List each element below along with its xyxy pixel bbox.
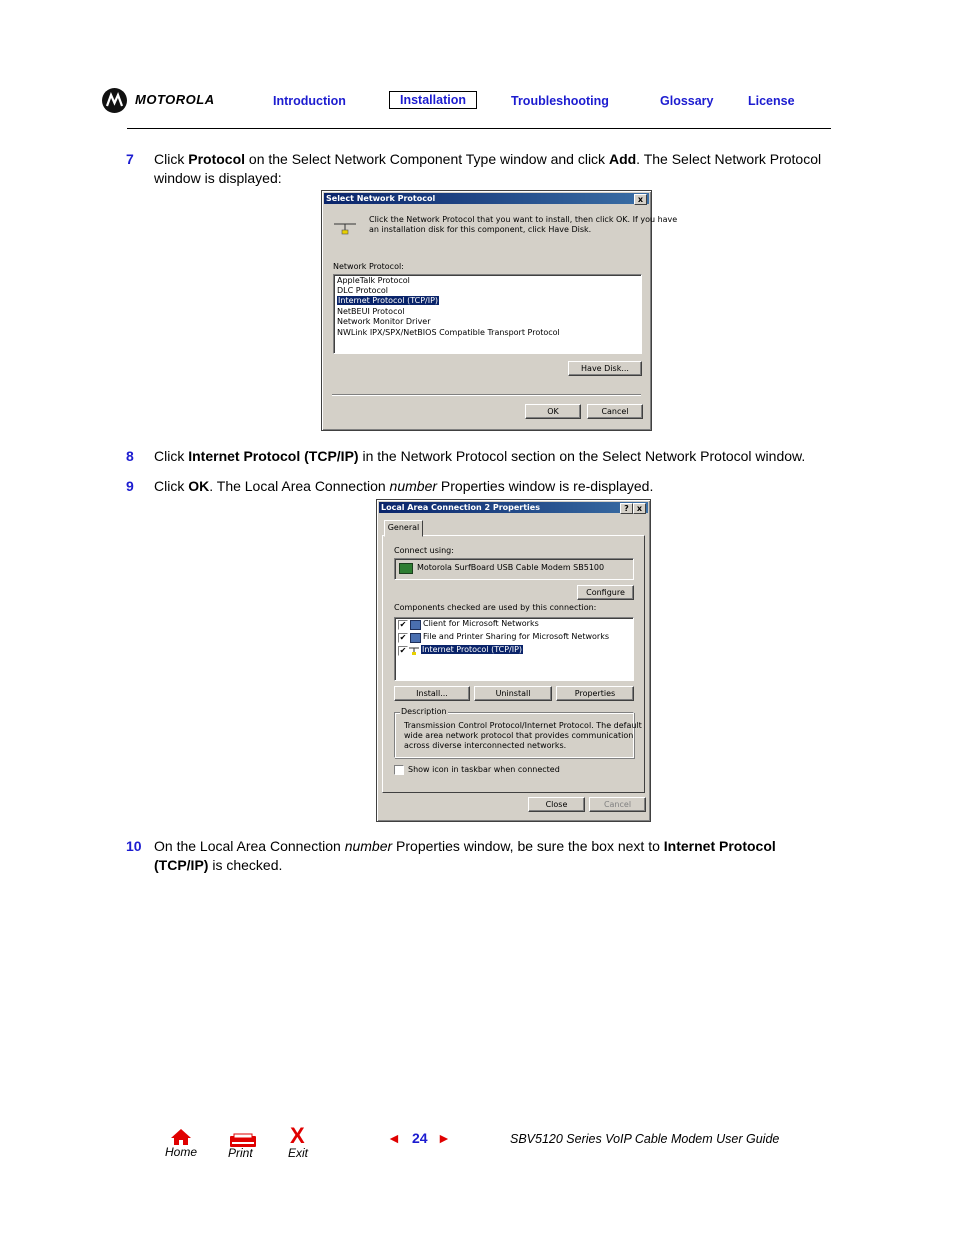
ok-button[interactable]: OK xyxy=(525,404,581,419)
uninstall-button[interactable]: Uninstall xyxy=(474,686,552,701)
list-item[interactable]: Network Monitor Driver xyxy=(337,317,431,326)
motorola-logo-icon xyxy=(102,88,127,113)
list-item[interactable]: NWLink IPX/SPX/NetBIOS Compatible Transport Protocol xyxy=(337,328,560,337)
description-line: across diverse interconnected networks. xyxy=(404,741,567,750)
step-number: 7 xyxy=(126,151,134,167)
home-label[interactable]: Home xyxy=(165,1145,198,1159)
brand-name: MOTOROLA xyxy=(135,92,215,107)
local-area-connection-properties-dialog xyxy=(376,499,651,822)
previous-page-icon[interactable]: ◄ xyxy=(387,1130,401,1146)
adapter-name: Motorola SurfBoard USB Cable Modem SB5100 xyxy=(417,563,605,572)
protocol-list-label: Network Protocol: xyxy=(333,262,404,271)
protocol-icon xyxy=(409,645,419,655)
close-icon[interactable]: x xyxy=(633,503,646,514)
nav-glossary[interactable]: Glossary xyxy=(660,94,714,108)
page-number: 24 xyxy=(412,1130,428,1146)
nav-introduction[interactable]: Introduction xyxy=(273,94,346,108)
properties-button[interactable]: Properties xyxy=(556,686,634,701)
exit-icon[interactable]: X xyxy=(290,1123,305,1148)
component-item[interactable]: Client for Microsoft Networks xyxy=(423,619,539,628)
component-checkbox[interactable]: ✔ xyxy=(399,620,407,629)
step-8-text: Click Internet Protocol (TCP/IP) in the Network Protocol section on the Select Network Protocol window. xyxy=(154,448,806,464)
adapter-field xyxy=(394,558,634,580)
nav-installation[interactable]: Installation xyxy=(389,91,477,109)
guide-title: SBV5120 Series VoIP Cable Modem User Guide xyxy=(510,1132,780,1146)
component-checkbox[interactable]: ✔ xyxy=(399,633,407,642)
dialog-separator xyxy=(332,394,641,396)
network-adapter-icon xyxy=(399,563,413,574)
network-cable-icon xyxy=(332,216,358,238)
nav-troubleshooting[interactable]: Troubleshooting xyxy=(511,94,609,108)
nav-license[interactable]: License xyxy=(748,94,795,108)
step-number: 9 xyxy=(126,478,134,494)
dialog-title: Local Area Connection 2 Properties xyxy=(379,502,648,513)
install-button[interactable]: Install... xyxy=(394,686,470,701)
cancel-button: Cancel xyxy=(589,797,646,812)
print-label[interactable]: Print xyxy=(228,1146,253,1160)
client-icon xyxy=(410,620,421,630)
step-7-text: Click Protocol on the Select Network Component Type window and click Add. The Select Network Protocol window is displayed: xyxy=(154,151,822,186)
have-disk-button[interactable]: Have Disk... xyxy=(568,361,642,376)
list-item[interactable]: DLC Protocol xyxy=(337,286,388,295)
step-number: 10 xyxy=(126,838,142,854)
step-10-text: On the Local Area Connection number Properties window, be sure the box next to Internet Protocol (TCP/IP) is checked. xyxy=(154,838,776,873)
next-page-icon[interactable]: ► xyxy=(437,1130,451,1146)
component-item[interactable]: File and Printer Sharing for Microsoft Networks xyxy=(423,632,609,641)
header-divider xyxy=(127,128,831,129)
components-list[interactable] xyxy=(394,617,634,681)
close-icon[interactable]: x xyxy=(634,194,647,205)
step-number: 8 xyxy=(126,448,134,464)
list-item-selected[interactable]: Internet Protocol (TCP/IP) xyxy=(338,296,439,305)
description-label: Description xyxy=(401,707,447,716)
cancel-button[interactable]: Cancel xyxy=(587,404,643,419)
list-item[interactable]: AppleTalk Protocol xyxy=(337,276,410,285)
connect-using-label: Connect using: xyxy=(394,546,454,555)
exit-label[interactable]: Exit xyxy=(288,1146,309,1160)
step-9-text: Click OK. The Local Area Connection number Properties window is re-displayed. xyxy=(154,478,654,494)
protocol-list[interactable] xyxy=(333,274,642,354)
select-network-protocol-dialog xyxy=(321,190,678,431)
show-icon-checkbox[interactable] xyxy=(394,765,404,775)
instruction-line-2: an installation disk for this component, click Have Disk. xyxy=(369,225,592,234)
list-item[interactable]: NetBEUI Protocol xyxy=(337,307,405,316)
help-icon[interactable]: ? xyxy=(620,503,633,514)
configure-button[interactable]: Configure xyxy=(577,585,634,600)
description-line: wide area network protocol that provides communication xyxy=(404,731,634,740)
components-label: Components checked are used by this connection: xyxy=(394,603,597,612)
file-printer-sharing-icon xyxy=(410,633,421,643)
description-line: Transmission Control Protocol/Internet Protocol. The default xyxy=(404,721,642,730)
component-item-selected[interactable]: Internet Protocol (TCP/IP) xyxy=(422,645,523,654)
show-icon-label: Show icon in taskbar when connected xyxy=(408,765,560,774)
dialog-title: Select Network Protocol xyxy=(324,193,649,204)
component-checkbox[interactable]: ✔ xyxy=(399,646,407,655)
close-button[interactable]: Close xyxy=(528,797,585,812)
instruction-line-1: Click the Network Protocol that you want to install, then click OK. If you have xyxy=(369,215,678,224)
tab-general[interactable]: General xyxy=(384,520,423,537)
